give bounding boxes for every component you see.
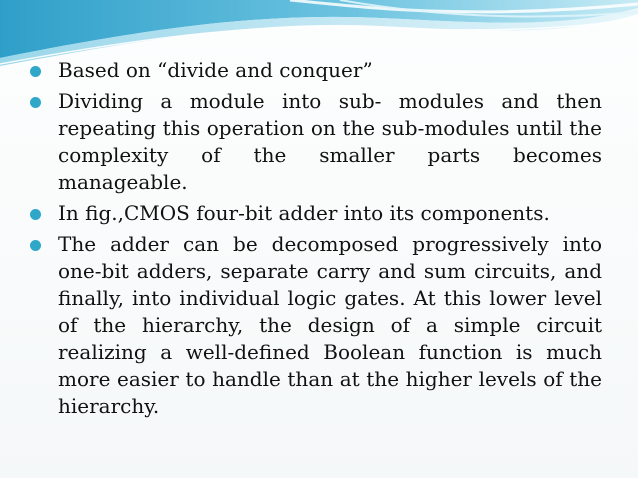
bullet-dot-icon (30, 240, 41, 251)
bullet-item (30, 200, 602, 227)
bullet-text: Based on “divide and conquer” (58, 58, 373, 82)
bullet-item (30, 88, 602, 196)
bullet-list (30, 57, 602, 424)
bullet-text: In fig.,CMOS four-bit adder into its components. (58, 201, 550, 225)
bullet-dot-icon (30, 66, 41, 77)
bullet-item (30, 57, 602, 84)
bullet-item (30, 231, 602, 420)
bullet-dot-icon (30, 97, 41, 108)
bullet-text: The adder can be decomposed progressively into one-bit adders, separate carry and sum circuits, and finally, into individual logic gates. At this lower level of the hierarchy, the design of a simple circuit realizing a well-defined Boolean function is much more easier to handle than at the higher levels of the hierarchy. (58, 232, 602, 418)
bullet-text: Dividing a module into sub- modules and then repeating this operation on the sub-modules until the complexity of the smaller parts becomes manageable. (58, 89, 602, 194)
bullet-dot-icon (30, 209, 41, 220)
